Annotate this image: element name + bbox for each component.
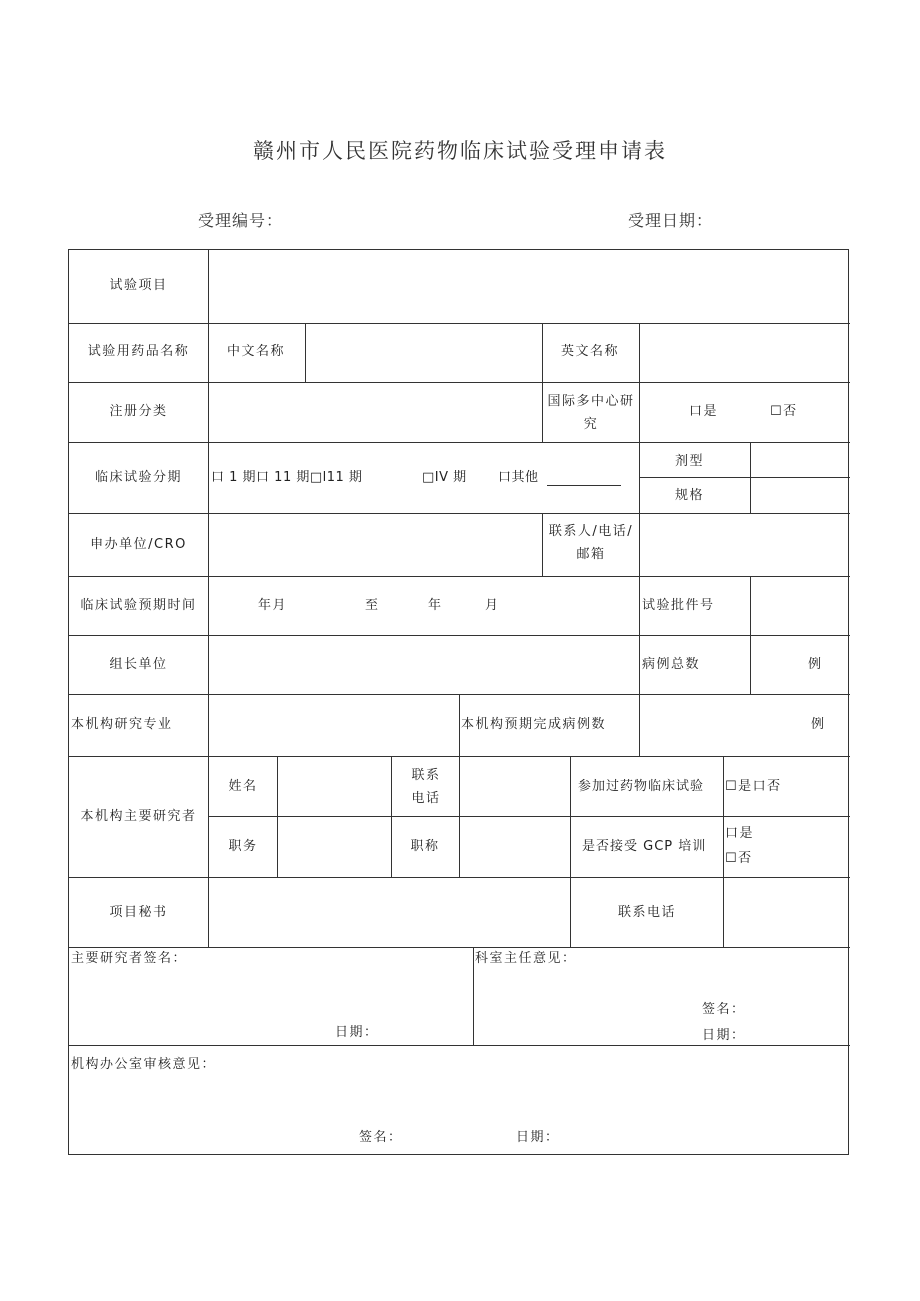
phase-other-underline [547, 485, 621, 486]
participated-trial-label: 参加过药物临床试验 [578, 779, 705, 794]
pi-position-label: 职务 [228, 839, 258, 854]
specification-label: 规格 [675, 488, 705, 503]
form-title: 赣州市人民医院药物临床试验受理申请表 [253, 139, 667, 163]
pi-title-field[interactable] [460, 817, 570, 877]
research-specialty-field[interactable] [209, 695, 459, 756]
pi-signature-date-label: 日期： [335, 1025, 379, 1040]
pi-phone-field[interactable] [460, 757, 570, 816]
approval-number-label: 试验批件号 [642, 598, 715, 613]
pi-signature-field[interactable] [69, 972, 472, 1020]
pi-name-label: 姓名 [228, 779, 258, 794]
pi-name-field[interactable] [278, 757, 391, 816]
trial-project-field[interactable] [209, 250, 849, 323]
multicenter-yes-checkbox[interactable]: 口是 [689, 404, 719, 419]
approval-number-field[interactable] [751, 577, 849, 635]
gcp-no-checkbox[interactable]: ☐否 [725, 851, 753, 866]
expected-cases-unit: 例 [811, 717, 826, 732]
chinese-name-label: 中文名称 [227, 344, 286, 359]
start-year-month[interactable]: 年月 [258, 598, 288, 613]
dept-date-label: 日期： [702, 1028, 746, 1043]
total-cases-label: 病例总数 [642, 657, 701, 672]
trial-project-label: 试验项目 [109, 278, 168, 293]
gcp-yes-checkbox[interactable]: 口是 [725, 826, 755, 841]
secretary-phone-label: 联系电话 [617, 905, 676, 920]
total-cases-unit: 例 [808, 657, 823, 672]
pi-phone-label: 联系电话 [411, 768, 441, 807]
english-name-label: 英文名称 [561, 344, 620, 359]
dept-sign-label: 签名： [702, 1002, 746, 1017]
drug-name-label: 试验用药品名称 [87, 344, 190, 359]
end-month[interactable]: 月 [485, 598, 500, 613]
pi-signature-label: 主要研究者签名： [71, 951, 188, 966]
multicenter-no-checkbox[interactable]: ☐否 [770, 404, 798, 419]
office-review-label: 机构办公室审核意见： [71, 1057, 217, 1072]
chinese-name-field[interactable] [306, 324, 542, 382]
project-secretary-field[interactable] [209, 878, 570, 947]
office-date-label: 日期： [516, 1130, 560, 1145]
registration-category-field[interactable] [209, 383, 542, 442]
dosage-form-field[interactable] [751, 443, 849, 477]
contact-info-label: 联系人/电话/邮箱 [548, 524, 634, 563]
leading-unit-label: 组长单位 [109, 657, 168, 672]
contact-info-field[interactable] [640, 514, 849, 576]
office-review-field[interactable] [69, 1080, 849, 1120]
registration-category-label: 注册分类 [109, 404, 168, 419]
sponsor-cro-field[interactable] [209, 514, 542, 576]
pi-position-field[interactable] [278, 817, 391, 877]
intl-multicenter-label: 国际多中心研究 [547, 394, 635, 433]
phase-other-option[interactable]: 口其他 [498, 470, 539, 485]
secretary-phone-field[interactable] [724, 878, 849, 947]
expected-period-label: 临床试验预期时间 [80, 598, 197, 613]
dept-director-opinion-label: 科室主任意见： [475, 951, 577, 966]
office-sign-label: 签名： [359, 1130, 403, 1145]
pi-title-label: 职称 [410, 839, 440, 854]
participated-options[interactable]: ☐是口否 [725, 779, 782, 794]
expected-cases-label: 本机构预期完成病例数 [461, 717, 607, 732]
end-year[interactable]: 年 [428, 598, 443, 613]
phase-4-option[interactable]: □IV 期 [422, 470, 467, 485]
period-to-label: 至 [365, 598, 380, 613]
acceptance-date-label: 受理日期： [628, 211, 714, 230]
principal-investigator-label: 本机构主要研究者 [80, 809, 197, 824]
project-secretary-label: 项目秘书 [109, 905, 168, 920]
english-name-field[interactable] [640, 324, 849, 382]
clinical-phase-label: 临床试验分期 [94, 470, 182, 485]
specification-field[interactable] [751, 478, 849, 513]
research-specialty-label: 本机构研究专业 [71, 717, 173, 732]
application-form-table [68, 249, 849, 1155]
sponsor-cro-label: 申办单位/CRO [90, 537, 187, 552]
acceptance-number-label: 受理编号： [198, 211, 284, 230]
gcp-training-label: 是否接受 GCP 培训 [582, 839, 707, 854]
dept-director-opinion-field[interactable] [474, 972, 849, 996]
leading-unit-field[interactable] [209, 636, 639, 694]
dosage-form-label: 剂型 [675, 454, 705, 469]
phase-options-1-3[interactable]: 口 1 期口 11 期□l11 期 [211, 470, 363, 485]
